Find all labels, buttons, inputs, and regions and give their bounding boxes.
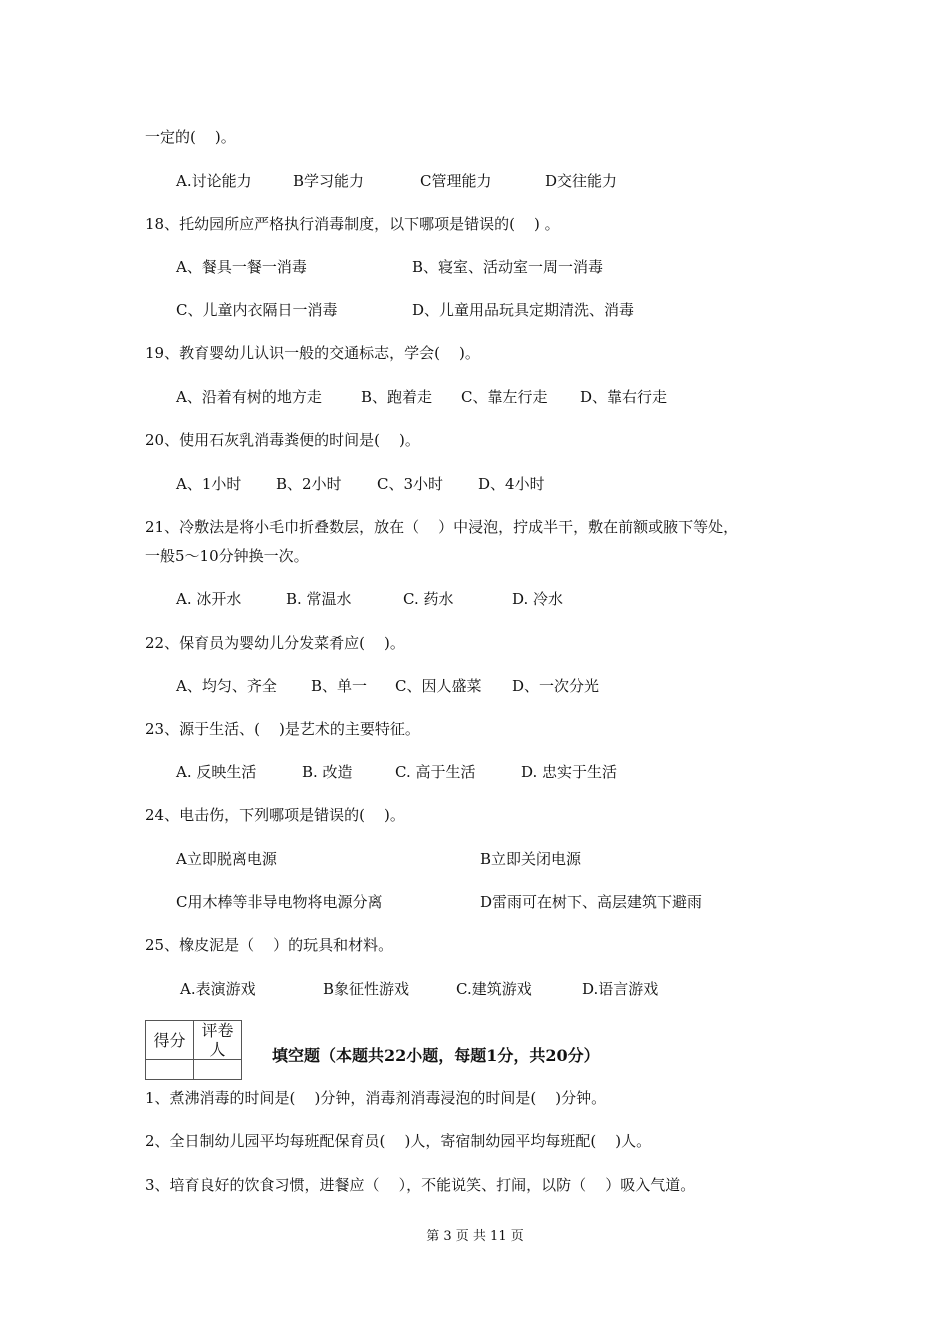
option-a: A.表演游戏 (180, 980, 256, 998)
option-b: B立即关闭电源 (480, 850, 582, 868)
option-d: D交往能力 (545, 172, 618, 190)
option-d: D. 忠实于生活 (521, 763, 618, 781)
option-a: A、沿着有树的地方走 (176, 388, 322, 406)
option-b: B、寝室、活动室一周一消毒 (412, 258, 604, 276)
option-d: D、儿童用品玩具定期清洗、消毒 (412, 301, 635, 319)
section-title: 填空题（本题共22小题，每题1分，共20分） (272, 1046, 600, 1065)
fill-question-3: 3、培育良好的饮食习惯，进餐应（ ），不能说笑、打闹，以防（ ）吸入气道。 (145, 1176, 696, 1194)
option-a: A. 冰开水 (176, 590, 242, 608)
option-a: A.讨论能力 (176, 172, 252, 190)
question-20: 20、使用石灰乳消毒粪便的时间是( )。 (145, 431, 420, 449)
score-label: 得分 (146, 1021, 194, 1060)
fill-question-1: 1、煮沸消毒的时间是( )分钟，消毒剂消毒浸泡的时间是( )分钟。 (145, 1089, 607, 1107)
question-21-line-2: 一般5～10分钟换一次。 (145, 547, 309, 565)
option-c: C、靠左行走 (461, 388, 548, 406)
option-b: B. 改造 (302, 763, 353, 781)
question-21-line-1: 21、冷敷法是将小毛巾折叠数层，放在（ ）中浸泡，拧成半干，敷在前额或腋下等处， (145, 518, 739, 536)
option-b: B象征性游戏 (323, 980, 410, 998)
option-c: C.建筑游戏 (456, 980, 532, 998)
option-b: B学习能力 (293, 172, 365, 190)
option-b: B、2小时 (276, 475, 342, 493)
option-a: A、1小时 (176, 475, 242, 493)
option-c: C. 药水 (403, 590, 454, 608)
option-b: B、单一 (311, 677, 368, 695)
option-a: A立即脱离电源 (176, 850, 277, 868)
option-d: D、靠右行走 (580, 388, 668, 406)
option-c: C、3小时 (377, 475, 444, 493)
question-25: 25、橡皮泥是（ ）的玩具和材料。 (145, 936, 394, 954)
question-18: 18、托幼园所应严格执行消毒制度，以下哪项是错误的( ) 。 (145, 215, 560, 233)
grader-cell[interactable] (194, 1060, 242, 1080)
option-b: B. 常温水 (286, 590, 352, 608)
question-19: 19、教育婴幼儿认识一般的交通标志，学会( )。 (145, 344, 480, 362)
question-23: 23、源于生活、( )是艺术的主要特征。 (145, 720, 420, 738)
score-cell[interactable] (146, 1060, 194, 1080)
page-footer: 第 3 页 共 11 页 (426, 1229, 524, 1244)
score-box (145, 1020, 242, 1080)
option-a: A、餐具一餐一消毒 (176, 258, 307, 276)
option-c: C、儿童内衣隔日一消毒 (176, 301, 338, 319)
option-d: D雷雨可在树下、高层建筑下避雨 (480, 893, 703, 911)
question-22: 22、保育员为婴幼儿分发菜肴应( )。 (145, 634, 405, 652)
option-c: C用木棒等非导电物将电源分离 (176, 893, 383, 911)
option-c: C管理能力 (420, 172, 492, 190)
option-a: A、均匀、齐全 (176, 677, 277, 695)
option-d: D. 冷水 (512, 590, 564, 608)
question-24: 24、电击伤，下列哪项是错误的( )。 (145, 806, 405, 824)
option-d: D、4小时 (478, 475, 545, 493)
option-c: C、因人盛菜 (395, 677, 482, 695)
option-b: B、跑着走 (361, 388, 433, 406)
option-d: D.语言游戏 (582, 980, 659, 998)
question-17-tail: 一定的( )。 (145, 128, 236, 146)
option-d: D、一次分光 (512, 677, 600, 695)
option-c: C. 高于生活 (395, 763, 476, 781)
option-a: A. 反映生活 (176, 763, 257, 781)
fill-question-2: 2、全日制幼儿园平均每班配保育员( )人，寄宿制幼园平均每班配( )人。 (145, 1132, 652, 1150)
grader-label: 评卷人 (194, 1021, 242, 1060)
